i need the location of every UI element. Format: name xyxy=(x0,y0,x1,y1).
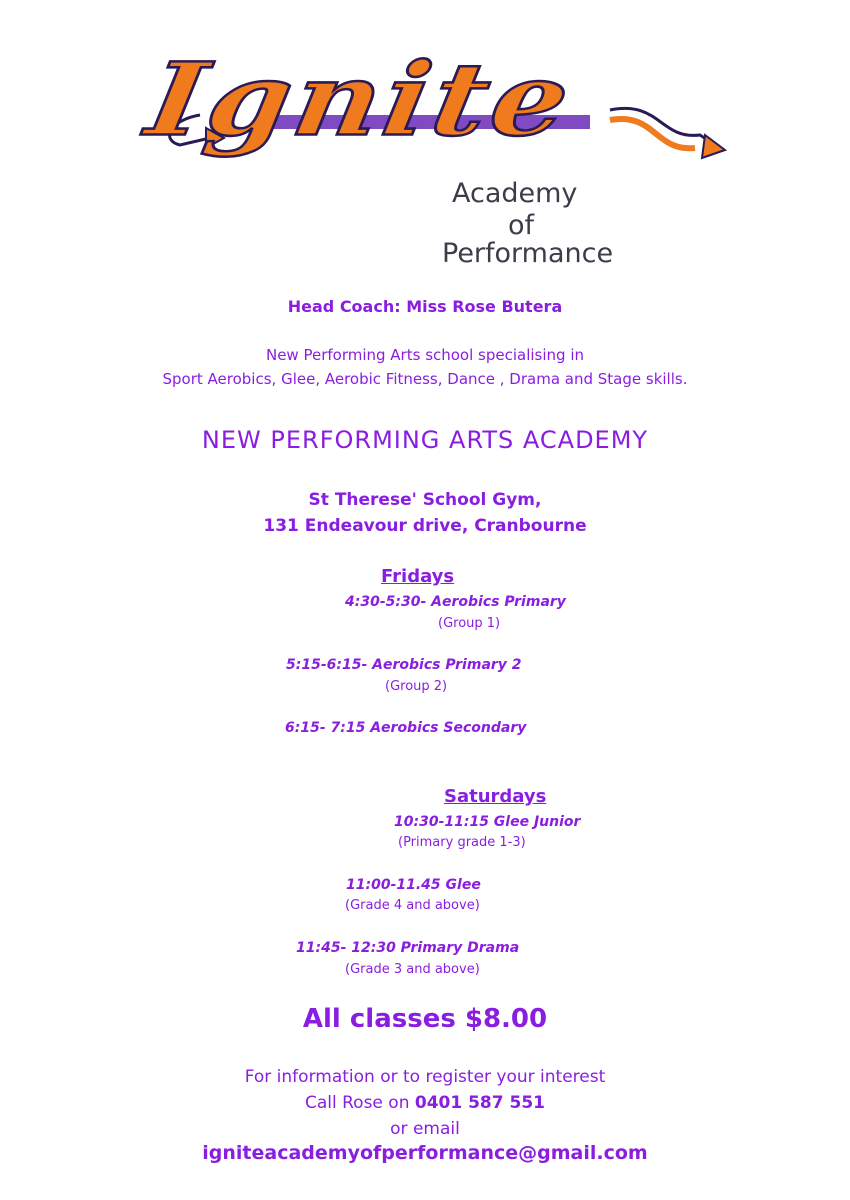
contact-info xyxy=(0,1064,850,1142)
logo-of: of xyxy=(508,210,535,241)
friday-session-2-note: (Group 2) xyxy=(385,679,448,694)
contact-phone: 0401 587 551 xyxy=(414,1093,545,1113)
venue-line-1: St Therese' School Gym, xyxy=(308,490,542,510)
venue xyxy=(0,487,850,539)
contact-or-email: or email xyxy=(390,1119,460,1139)
intro-text xyxy=(0,343,850,391)
friday-session-1: 4:30-5:30- Aerobics Primary xyxy=(345,594,566,610)
contact-call-prefix: Call Rose on xyxy=(304,1093,415,1113)
fridays-heading: Fridays xyxy=(381,566,455,587)
friday-session-1-note: (Group 1) xyxy=(438,616,501,631)
friday-session-2: 5:15-6:15- Aerobics Primary 2 xyxy=(286,657,522,673)
contact-email: igniteacademyofperformance@gmail.com xyxy=(202,1142,648,1164)
head-coach: Head Coach: Miss Rose Butera xyxy=(287,297,563,316)
page-title: NEW PERFORMING ARTS ACADEMY xyxy=(201,426,649,454)
logo xyxy=(140,20,740,270)
saturday-session-1-note: (Primary grade 1-3) xyxy=(398,835,526,850)
intro-line-1: New Performing Arts school specialising in xyxy=(265,346,585,364)
saturday-session-2-note: (Grade 4 and above) xyxy=(345,898,480,913)
logo-academy: Academy xyxy=(452,178,578,209)
contact-call xyxy=(0,1090,850,1116)
venue-line-2: 131 Endeavour drive, Cranbourne xyxy=(263,516,587,536)
contact-line-1: For information or to register your interest xyxy=(244,1067,606,1087)
price: All classes $8.00 xyxy=(302,1004,548,1034)
saturday-session-3-note: (Grade 3 and above) xyxy=(345,962,480,977)
saturday-session-2: 11:00-11.45 Glee xyxy=(346,877,481,893)
logo-wordmark: Ignite xyxy=(139,40,582,159)
saturday-session-3: 11:45- 12:30 Primary Drama xyxy=(296,940,520,956)
saturdays-heading: Saturdays xyxy=(444,786,547,807)
logo-performance: Performance xyxy=(442,238,614,269)
intro-line-2: Sport Aerobics, Glee, Aerobic Fitness, Dance , Drama and Stage skills. xyxy=(162,370,688,388)
saturday-session-1: 10:30-11:15 Glee Junior xyxy=(394,814,581,830)
friday-session-3: 6:15- 7:15 Aerobics Secondary xyxy=(285,720,527,736)
